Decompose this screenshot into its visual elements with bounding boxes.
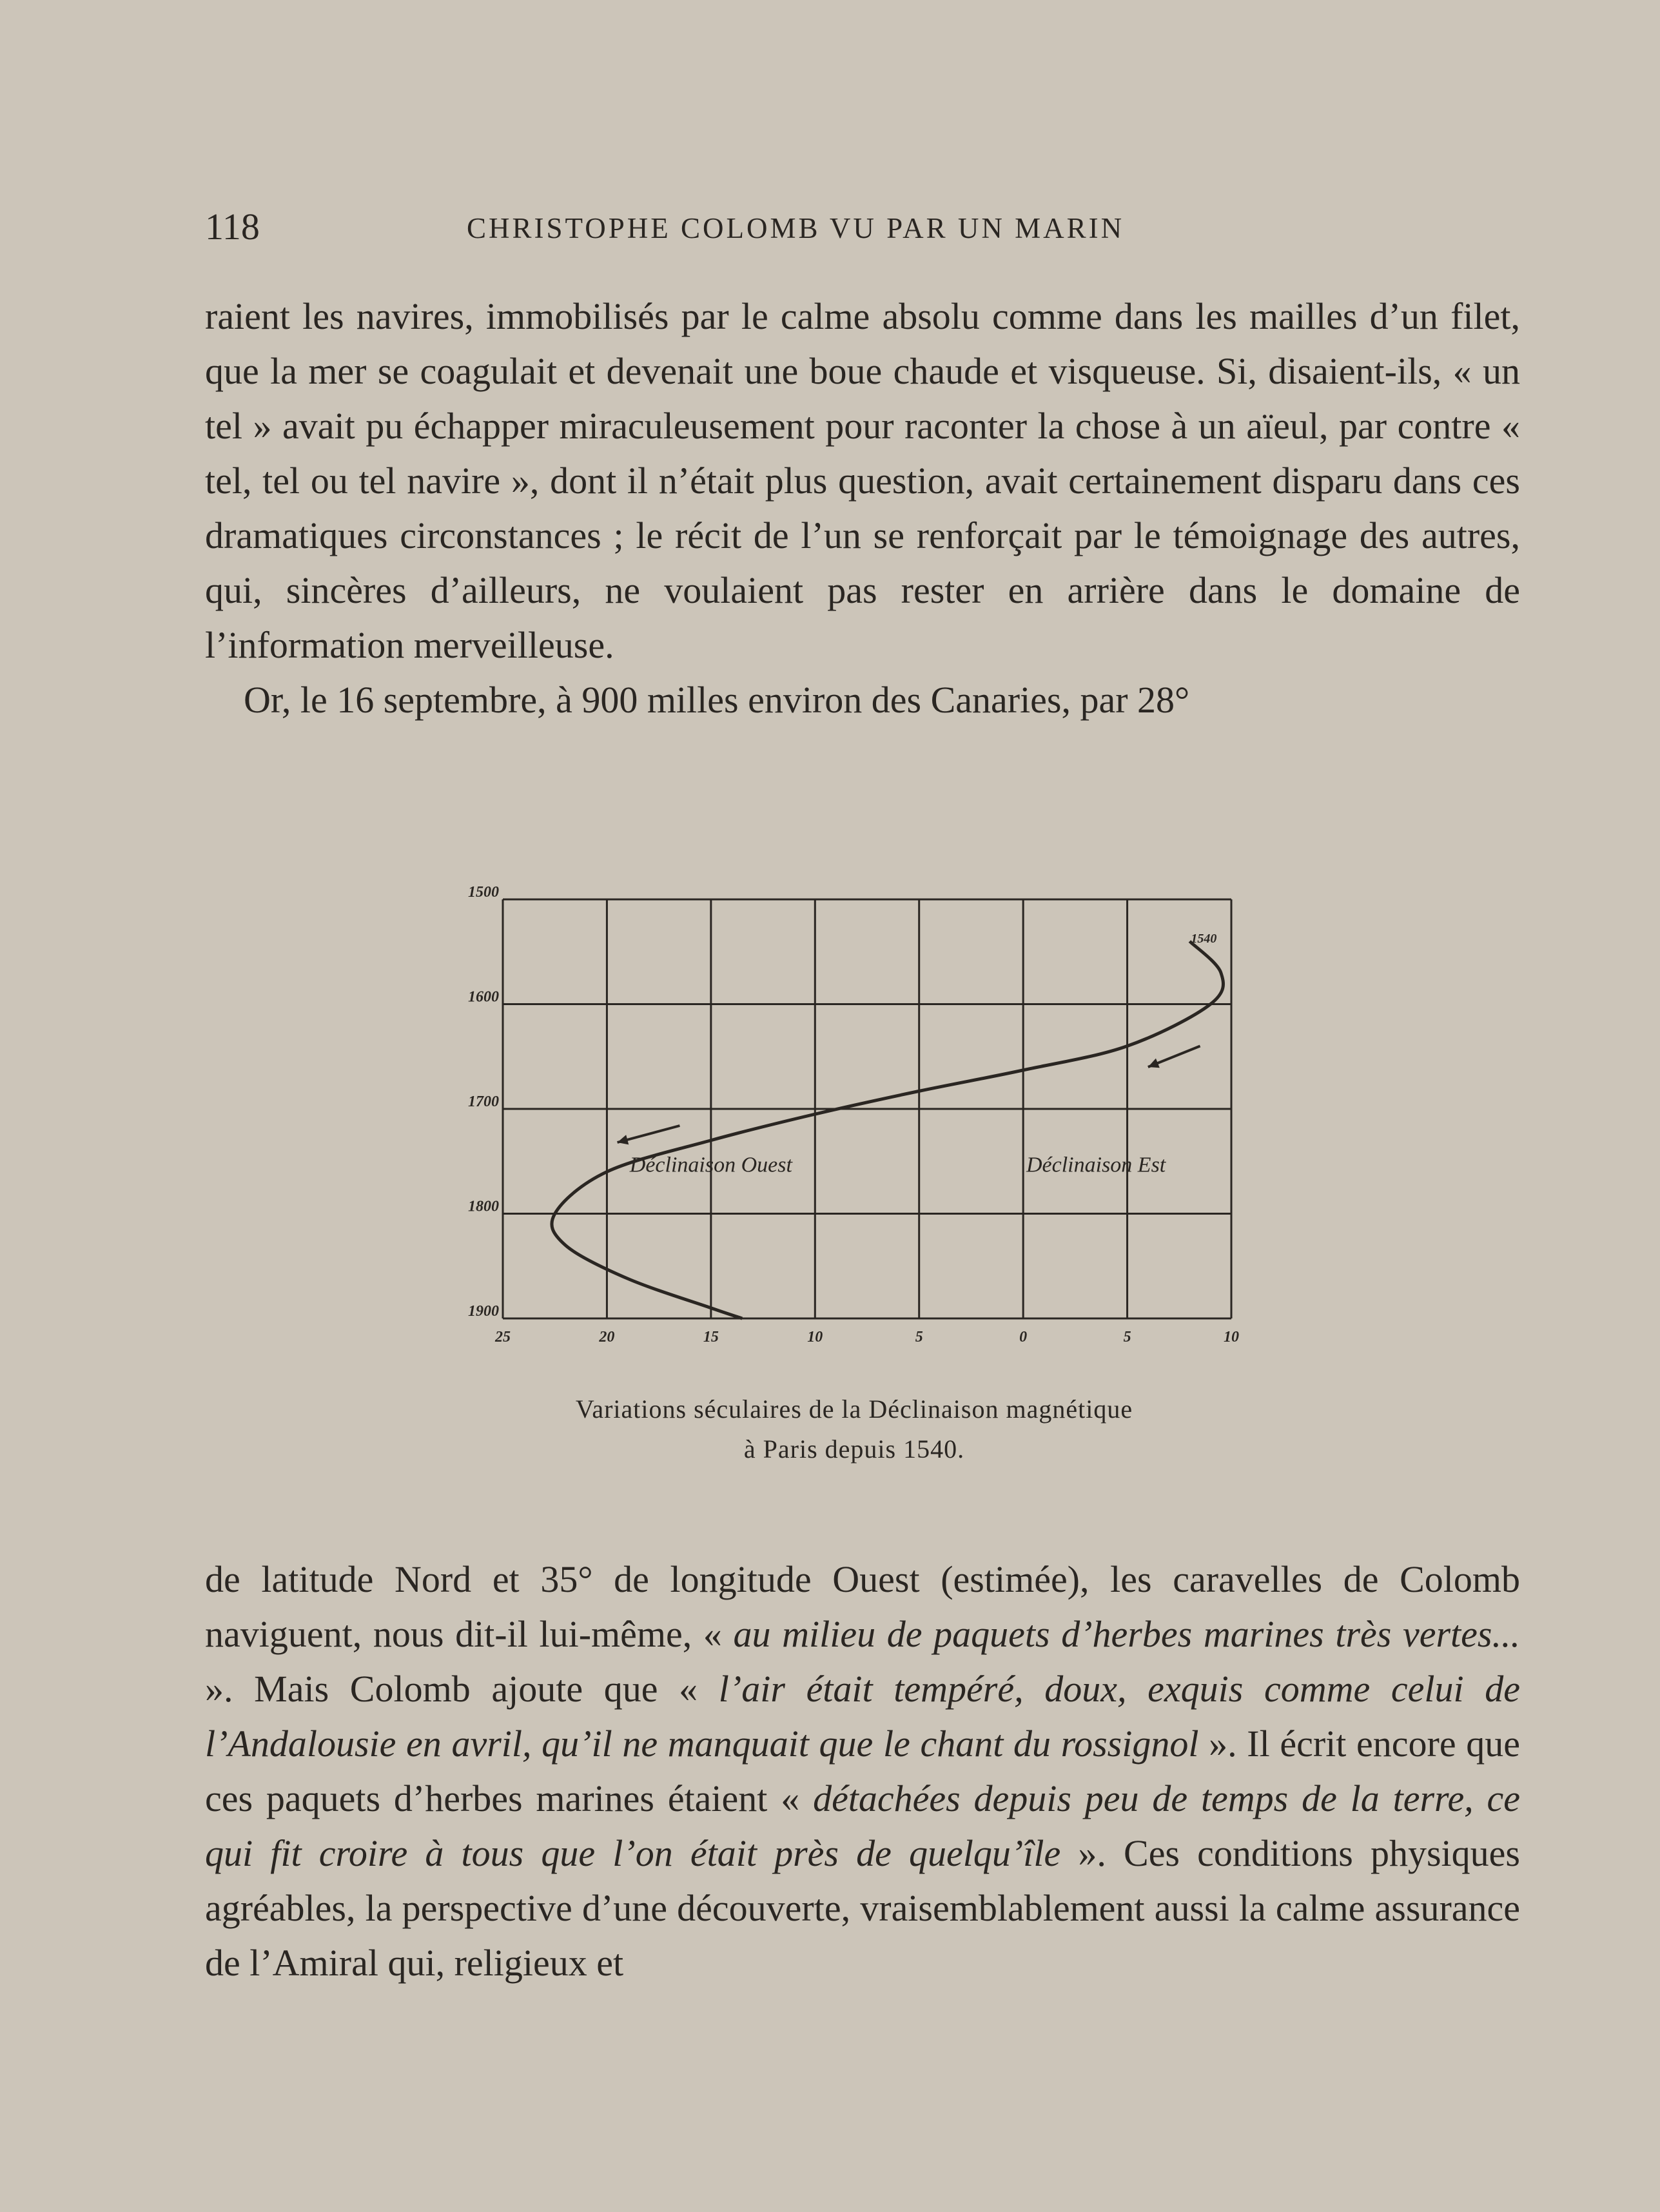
running-title: CHRISTOPHE COLOMB VU PAR UN MARIN xyxy=(467,212,1125,244)
text-run: ». Ces conditions physiques agréables, la perspective d’une découverte, vraisemblablement aussi la calme assurance de l’Amiral qui, religieux et xyxy=(205,1832,1520,1984)
y-tick-label: 1800 xyxy=(468,1198,499,1215)
x-tick-label: 20 xyxy=(599,1329,615,1344)
x-tick-label: 5 xyxy=(1123,1329,1131,1344)
x-tick-label: 15 xyxy=(703,1329,719,1344)
x-tick-label: 25 xyxy=(495,1329,511,1344)
x-tick-label: 10 xyxy=(1224,1329,1239,1344)
page-number: 118 xyxy=(205,206,260,248)
region-label-west: Déclinaison Ouest xyxy=(629,1153,792,1177)
y-tick-label: 1900 xyxy=(468,1303,499,1320)
caption-line: Variations séculaires de la Déclinaison magnétique xyxy=(575,1395,1133,1424)
paragraph: raient les navires, immobilisés par le calme absolu comme dans les mailles d’un filet, que la mer se coagulait et devenait une boue chaude et visqueuse. Si, disaient-ils, « un tel » avait pu échapper miraculeusement pour raconter la chose à un aïeul, par contre « tel, tel ou tel navire », dont il n’était plus question, avait certainement disparu dans ces dramatiques circonstances ; le récit de l’un se renforçait par le témoignage des autres, qui, sincères d’ailleurs, ne voulaient pas rester en arrière dans le domaine de l’information merveilleuse. xyxy=(205,295,1520,666)
y-tick-label: 1600 xyxy=(468,988,499,1006)
declination-chart xyxy=(451,880,1257,1344)
paragraph xyxy=(205,1552,1520,1990)
running-head xyxy=(205,205,1249,248)
x-tick-label: 10 xyxy=(807,1329,823,1344)
text-block-top xyxy=(205,289,1520,727)
declination-figure xyxy=(451,880,1257,1463)
text-run: de latitude Nord et 35° de longitude Ouest (estimée), les caravelles de Colomb naviguent, nous dit-il lui-même, « xyxy=(205,1558,1520,1655)
quote-italic: détachées depuis peu de temps de la terre, ce qui fit croire à tous que l’on était près de quelqu’île xyxy=(205,1777,1521,1874)
y-tick-label: 1700 xyxy=(468,1093,499,1110)
x-tick-label: 0 xyxy=(1019,1329,1028,1344)
figure-caption xyxy=(451,1389,1257,1469)
text-run: ». Mais Colomb ajoute que « xyxy=(205,1668,719,1710)
text-run: ». Il écrit encore que ces paquets d’herbes marines étaient « xyxy=(205,1723,1521,1819)
text-block-bottom xyxy=(205,1552,1520,1990)
x-tick-label: 5 xyxy=(915,1329,923,1344)
declination-curve xyxy=(552,941,1224,1318)
paragraph: Or, le 16 septembre, à 900 milles environ des Canaries, par 28° xyxy=(244,679,1190,721)
caption-line: à Paris depuis 1540. xyxy=(743,1434,965,1463)
start-year-label: 1540 xyxy=(1191,932,1217,946)
region-label-east: Déclinaison Est xyxy=(1026,1153,1166,1177)
y-tick-label: 1500 xyxy=(468,884,499,901)
quote-italic: au milieu de paquets d’herbes marines très vertes... xyxy=(733,1613,1520,1655)
quote-italic: l’air était tempéré, doux, exquis comme celui de l’Andalousie en avril, qu’il ne manquait que le chant du rossignol xyxy=(205,1668,1520,1765)
